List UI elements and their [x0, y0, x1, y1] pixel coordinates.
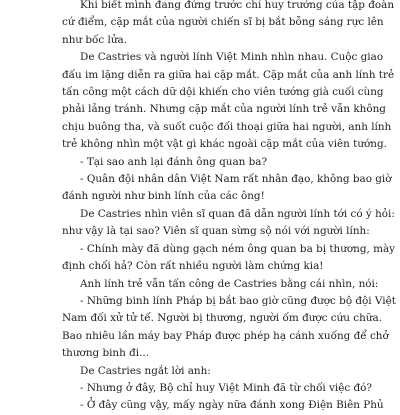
paragraph — [62, 397, 384, 414]
text-line: Nam đối xử tử tế. Người bị thương, người ốm được cứu chữa. — [62, 312, 382, 325]
text-line: Khi biết mình đang đứng trước chỉ huy trưởng của tập đoàn — [80, 0, 395, 11]
text-line: - Nhưng ở đây, Bộ chỉ huy Việt Minh đã từ chối việc đó? — [80, 381, 373, 394]
text-line: De Castries ngắt lời anh: — [80, 364, 211, 377]
text-line: De Castries nhìn viên sĩ quan đã dẫn người lính tới có ý hỏi: — [80, 207, 395, 220]
text-line: thương binh đi... — [62, 347, 150, 360]
text-line: chịu buông tha, và suốt cuộc đối thoại giữa hai người, anh lính — [62, 120, 392, 133]
text-line: như vậy là tại sao? Viên sĩ quan sừng sộ nói với người lính: — [62, 225, 370, 238]
paragraph — [62, 154, 344, 171]
text-line: Anh lính trẻ vẫn tấn công de Castries bằng cái nhìn, nói: — [80, 277, 379, 290]
text-line: - Những binh lính Pháp bị bắt bao giờ cũng được bộ đội Việt — [80, 294, 396, 307]
text-line: tấn công một cách dữ dội khiến cho viên tướng già cuối cùng — [62, 86, 384, 99]
text-line: De Castries và người lính Việt Minh nhìn nhau. Cuộc giao — [80, 51, 384, 64]
paragraph — [62, 49, 395, 153]
page-text-body — [62, 0, 396, 415]
text-line: Bao nhiêu lần máy bay Pháp được phép hạ cánh xuống để chở — [62, 329, 389, 342]
text-line: - Tại sao anh lại đánh ông quan ba? — [80, 155, 268, 168]
text-line: phải lảng tránh. Nhưng cặp mắt của người lính trẻ vẫn không — [62, 103, 386, 116]
text-line: cứ điểm, cặp mắt của người chiến sĩ bị bắt bỗng sáng rực lên — [62, 16, 384, 29]
paragraph — [62, 0, 395, 49]
text-line: đấu im lặng diễn ra giữa hai cặp mắt. Cặp mắt của anh lính trẻ — [62, 68, 395, 81]
text-line: - Quân đội nhân dân Việt Nam rất nhân đạo, không bao giờ — [80, 173, 392, 186]
paragraph — [62, 241, 396, 276]
paragraph — [62, 363, 344, 380]
paragraph — [62, 293, 396, 363]
text-line: - Chính mày đã dùng gạch ném ông quan ba bị thương, mày — [80, 242, 396, 255]
text-line: định chối hả? Còn rất nhiều người làm chứng kia! — [62, 260, 324, 273]
paragraph — [62, 380, 373, 397]
paragraph — [62, 276, 379, 293]
text-line: trẻ không nhìn một vật gì khác ngoài cặp mắt của viên tướng. — [62, 138, 387, 151]
text-line: đánh người như binh lính của các ông! — [62, 190, 265, 203]
paragraph — [62, 206, 395, 241]
text-line: như bốc lửa. — [62, 33, 128, 46]
text-line: - Ở đây cũng vậy, mấy ngày nữa đánh xong Điện Biên Phủ — [80, 399, 384, 412]
paragraph — [62, 171, 392, 206]
